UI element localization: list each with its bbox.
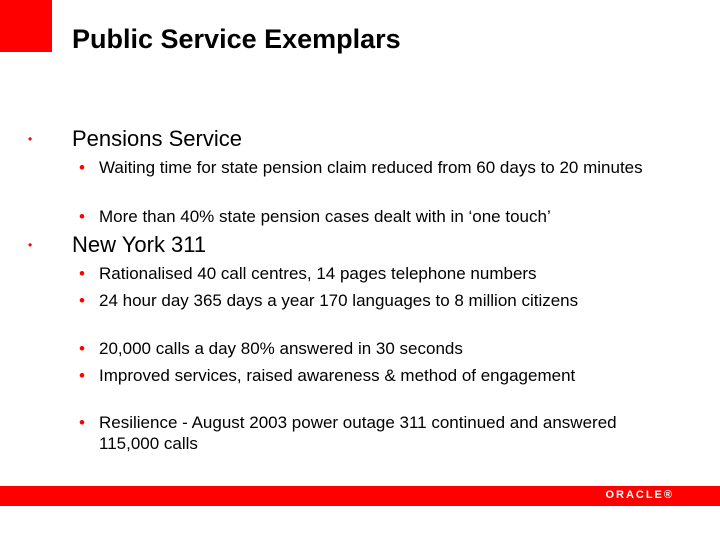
red-corner-square [0,0,52,52]
sub-bullet-text: More than 40% state pension cases dealt with in ‘one touch’ [99,207,551,226]
sub-bullet [79,157,679,178]
bullet-icon: • [79,158,85,177]
bullet-icon: • [79,264,85,283]
sub-bullet [79,206,679,227]
sub-bullet [79,365,679,386]
bullet-icon: • [79,291,85,310]
sub-bullet [79,412,679,454]
sub-bullet-text: 20,000 calls a day 80% answered in 30 seconds [99,339,463,358]
bullet-new-york-311 [28,232,207,257]
sub-bullet-text: Rationalised 40 call centres, 14 pages telephone numbers [99,264,537,283]
bullet-icon: • [28,132,33,146]
slide-title: Public Service Exemplars [72,24,401,54]
sub-bullet-text: Resilience - August 2003 power outage 311 continued and answered 115,000 calls [99,413,617,453]
bullet-text: Pensions Service [72,126,242,151]
bullet-icon: • [79,339,85,358]
sub-bullet-text: Waiting time for state pension claim reduced from 60 days to 20 minutes [99,158,643,177]
bullet-pensions-service [28,126,242,151]
sub-bullet [79,290,679,311]
sub-bullet [79,338,679,359]
bullet-icon: • [79,413,85,432]
bullet-icon: • [79,366,85,385]
bullet-icon: • [79,207,85,226]
sub-bullet [79,263,679,284]
sub-bullet-text: Improved services, raised awareness & method of engagement [99,366,576,385]
bullet-text: New York 311 [72,232,207,257]
bullet-icon: • [28,238,33,252]
oracle-logo: ORACLE® [605,489,674,501]
sub-bullet-text: 24 hour day 365 days a year 170 languages to 8 million citizens [99,291,579,310]
